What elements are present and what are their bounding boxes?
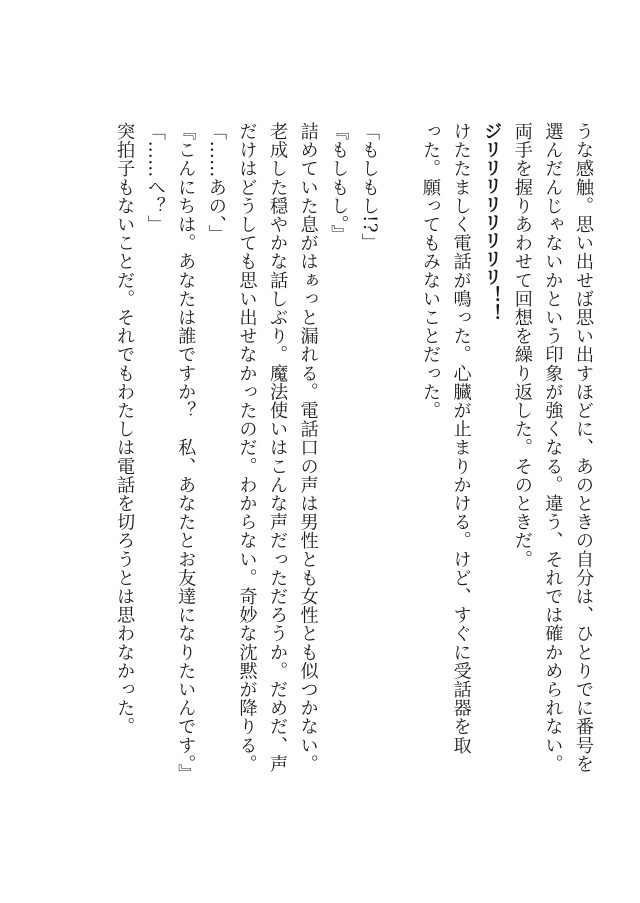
dialogue-line: 『こんにちは。あなたは誰ですか？ 私、あなたとお友達になりたいんです。』 (175, 122, 197, 783)
text-line: けたたましく電話が鳴った。心臓が止まりかける。けど、すぐに受話器を取 (450, 122, 472, 755)
text-line: 老成した穏やかな話しぶり。魔法使いはこんな声だっただろうか。だめだ、声 (267, 122, 289, 773)
dialogue-line: 「もしもし!?」 (358, 122, 380, 252)
dialogue-line: 「……あの、」 (205, 122, 227, 244)
text-line: だけはどうしても思い出せなかったのだ。わからない。奇妙な沈黙が降りる。 (236, 122, 258, 773)
dialogue-line: 『もしもし。』 (328, 122, 350, 244)
sound-effect-line: ジリリリリリリリリ！！ (481, 122, 503, 323)
text-line: った。願ってもみないことだった。 (420, 122, 442, 420)
text-line: 両手を握りあわせて回想を繰り返した。そのときだ。 (511, 122, 533, 569)
blank-line (384, 122, 415, 782)
text-line: 突拍子もないことだ。それでもわたしは電話を切ろうとは思わなかった。 (114, 122, 136, 736)
text-line: うな感触。思い出せば思い出すほどに、あのときの自分は、ひとりでに番号を (573, 122, 594, 773)
text-line: 詰めていた息がはぁっと漏れる。電話口の声は男性とも女性とも似つかない。 (297, 122, 319, 773)
text-line: 選んだんじゃないかという印象が強くなる。違う、それでは確かめられない。 (542, 122, 564, 773)
dialogue-line: 「……へ？」 (144, 122, 166, 234)
vertical-text-body (109, 122, 599, 782)
